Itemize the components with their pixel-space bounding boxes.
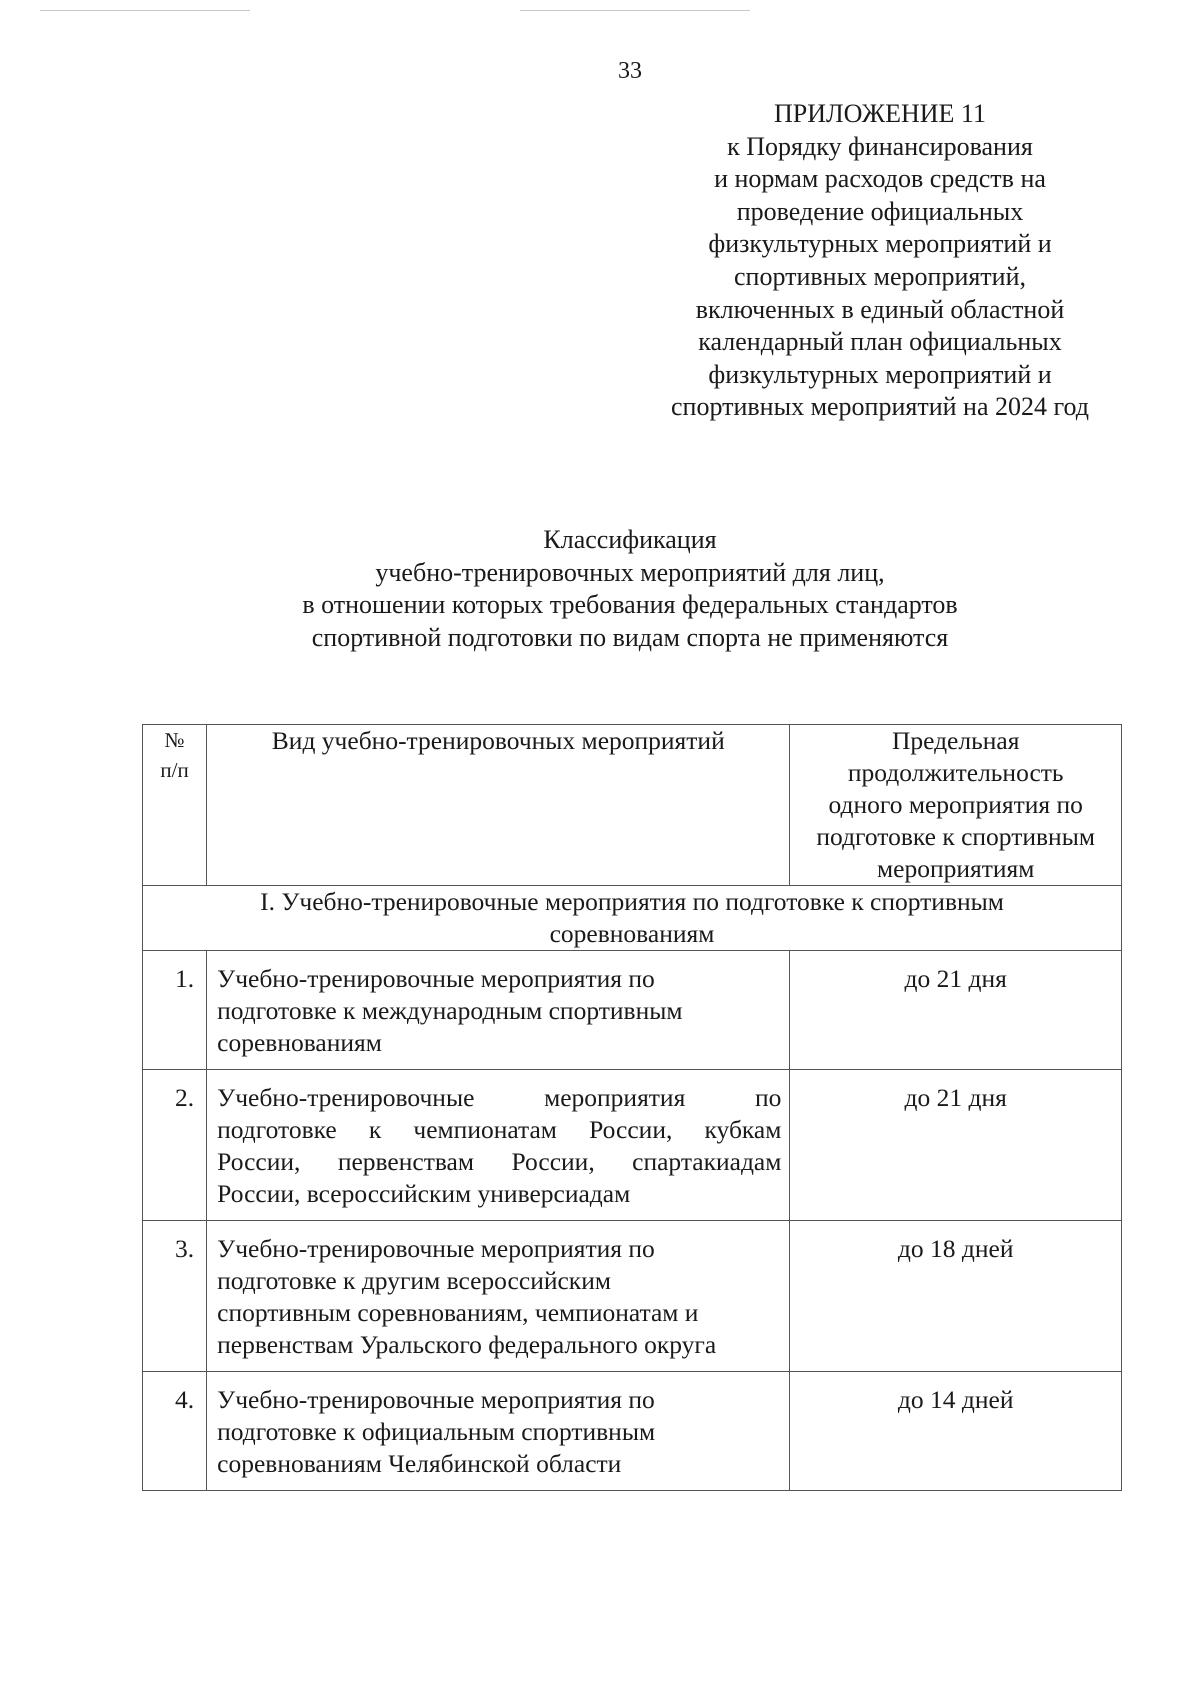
table-row	[143, 1372, 1122, 1491]
appendix-block	[640, 98, 1120, 424]
scan-artifact	[40, 10, 250, 11]
row-limit: до 21 дня	[790, 951, 1122, 1070]
table-row	[143, 951, 1122, 1070]
row-limit: до 14 дней	[790, 1372, 1122, 1491]
row-kind-line: первенствам Уральского федерального округа	[217, 1330, 717, 1359]
header-kind: Вид учебно-тренировочных мероприятий	[207, 725, 790, 886]
row-kind-line: подготовке к международным спортивным	[217, 996, 683, 1025]
row-kind-line: России, всероссийским универсиадам	[217, 1179, 631, 1208]
row-number: 1.	[143, 951, 207, 1070]
row-kind-line: подготовке к чемпионатам России, кубкам	[217, 1115, 782, 1144]
scan-artifact	[520, 10, 750, 11]
row-kind-line: Учебно-тренировочные мероприятия по	[217, 964, 655, 993]
header-limit	[790, 725, 1122, 886]
appendix-line: физкультурных мероприятий и	[708, 359, 1052, 389]
appendix-line: спортивных мероприятий на 2024 год	[671, 392, 1089, 422]
heading-line: учебно-тренировочных мероприятий для лиц,	[375, 557, 885, 587]
appendix-line: и нормам расходов средств на	[714, 164, 1046, 194]
appendix-line: включенных в единый областной	[695, 294, 1065, 324]
row-limit: до 18 дней	[790, 1221, 1122, 1372]
row-kind-line: Учебно-тренировочные мероприятия по	[217, 1385, 655, 1414]
section-title-line: соревнованиям	[549, 919, 715, 948]
section-title-line: I. Учебно-тренировочные мероприятия по подготовке к спортивным	[260, 887, 1004, 916]
row-limit: до 21 дня	[790, 1070, 1122, 1221]
row-number: 2.	[143, 1070, 207, 1221]
header-limit-line: мероприятиям	[877, 854, 1035, 883]
classification-table	[142, 724, 1122, 1491]
table-row	[143, 1070, 1122, 1221]
appendix-title: ПРИЛОЖЕНИЕ 11	[774, 99, 986, 128]
row-kind-line: соревнованиям	[217, 1028, 382, 1057]
header-number-pp: п/п	[160, 758, 189, 782]
row-kind	[207, 1221, 790, 1372]
heading-title: Классификация	[543, 525, 717, 554]
row-kind-line: Учебно-тренировочные мероприятия по	[217, 1234, 655, 1263]
section-row	[143, 886, 1122, 951]
header-limit-line: одного мероприятия по	[828, 790, 1083, 819]
row-number: 3.	[143, 1221, 207, 1372]
heading-line: спортивной подготовки по видам спорта не применяются	[311, 622, 949, 652]
header-limit-line: продолжительность	[847, 758, 1064, 787]
section-title	[143, 886, 1122, 951]
row-kind-line: спортивным соревнованиям, чемпионатам и	[217, 1298, 699, 1327]
row-kind-line: России, первенствам России, спартакиадам	[217, 1147, 782, 1176]
header-limit-line: подготовке к спортивным	[816, 822, 1095, 851]
page-number: 33	[618, 58, 642, 84]
row-kind	[207, 951, 790, 1070]
row-kind-line: подготовке к другим всероссийским	[217, 1266, 611, 1295]
appendix-line: спортивных мероприятий,	[733, 261, 1027, 291]
row-kind-line: подготовке к официальным спортивным	[217, 1417, 656, 1446]
row-kind-line: Учебно-тренировочные мероприятия по	[217, 1083, 782, 1112]
table-header-row	[143, 725, 1122, 886]
header-limit-line: Предельная	[891, 726, 1020, 755]
header-number-sign: №	[164, 728, 185, 752]
table-row	[143, 1221, 1122, 1372]
heading-line: в отношении которых требования федеральных стандартов	[302, 590, 958, 619]
appendix-line: проведение официальных	[736, 196, 1024, 226]
appendix-line: календарный план официальных	[698, 327, 1062, 357]
row-kind	[207, 1372, 790, 1491]
appendix-line: к Порядку финансирования	[727, 131, 1033, 161]
row-number: 4.	[143, 1372, 207, 1491]
appendix-line: физкультурных мероприятий и	[708, 229, 1052, 259]
header-number	[143, 725, 207, 886]
row-kind-line: соревнованиям Челябинской области	[217, 1449, 622, 1478]
document-heading	[0, 524, 1200, 654]
row-kind	[207, 1070, 790, 1221]
